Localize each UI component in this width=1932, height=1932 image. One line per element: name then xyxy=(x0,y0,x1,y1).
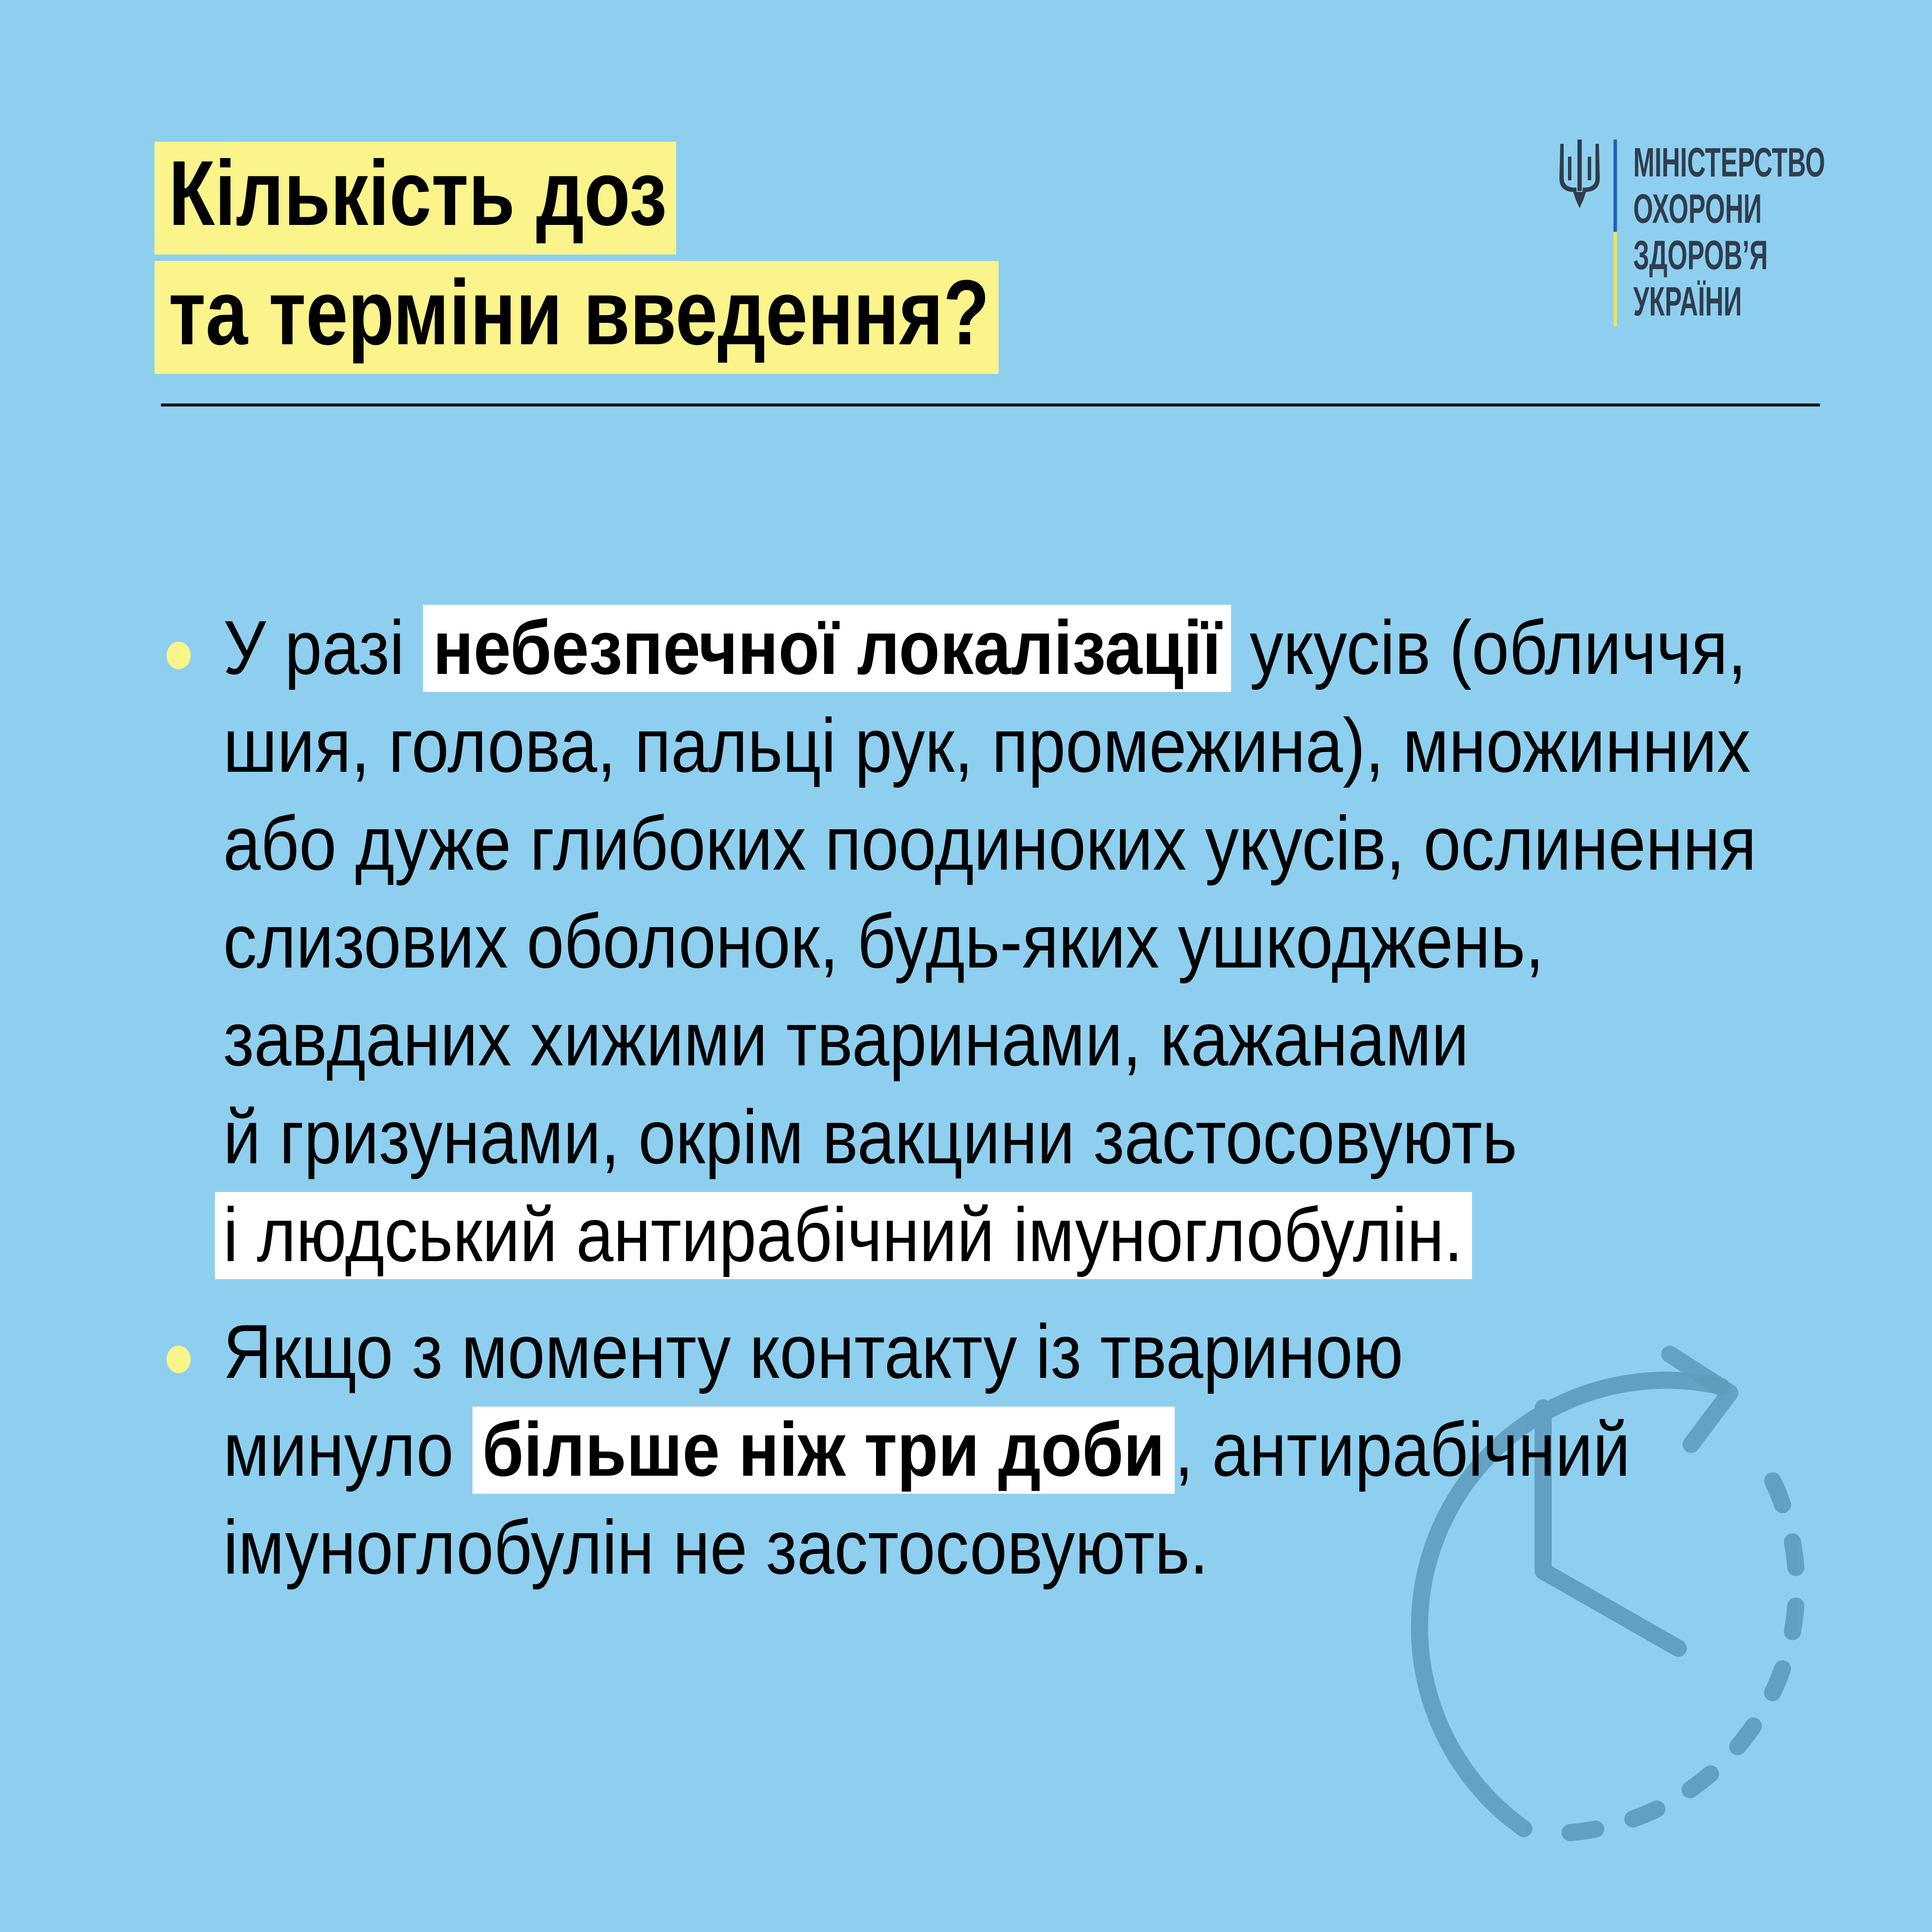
logo-text-line-4: УКРАЇНИ xyxy=(1633,279,1742,325)
highlight-immunoglobulin: і людський антирабічний імуноглобулін. xyxy=(215,1192,1472,1279)
logo-text-line-1: МІНІСТЕРСТВО xyxy=(1633,140,1826,185)
title-highlight-1: Кількість доз xyxy=(155,142,676,255)
text-segment: , антирабічний xyxy=(1174,1407,1631,1492)
bullet1-line-7 xyxy=(223,1186,1659,1284)
logo-text-line-2: ОХОРОНИ xyxy=(1633,186,1762,232)
clock-arrowhead xyxy=(1670,1354,1730,1444)
body-content xyxy=(223,599,1756,1603)
text-segment: укусів (обличчя, xyxy=(1231,605,1747,690)
list-item-1 xyxy=(223,599,1756,1284)
trident-emblem-icon xyxy=(1556,140,1603,208)
highlight-three-days: більше ніж три доби xyxy=(472,1407,1174,1494)
ministry-logo xyxy=(1556,140,1848,328)
logo-text xyxy=(1633,140,1825,325)
list-item-2 xyxy=(223,1303,1659,1596)
bullet1-line-2: шия, голова, пальці рук, промежина), множинних xyxy=(223,703,1751,788)
highlight-dangerous-location: небезпечної локалізації xyxy=(423,605,1231,692)
text-segment: У разі xyxy=(223,605,423,690)
page-title xyxy=(155,142,998,380)
bullet1-line-3: або дуже глибоких поодиноких укусів, ослинення xyxy=(223,801,1756,886)
title-highlight-2: та терміни введення? xyxy=(155,261,998,374)
bullet-dot xyxy=(167,642,191,669)
logo-text-line-3: ЗДОРОВ’Я xyxy=(1633,232,1768,278)
title-line-1 xyxy=(155,142,998,261)
title-line-2 xyxy=(155,261,998,380)
bullet2-line-3: імуноглобулін не застосовують. xyxy=(223,1504,1209,1590)
bullet1-line-6: й гризунами, окрім вакцини застосовують xyxy=(223,1094,1517,1180)
title-divider xyxy=(161,403,1820,406)
bullet2-line-2 xyxy=(223,1401,1659,1498)
bullet1-line-4: слизових оболонок, будь-яких ушкоджень, xyxy=(223,898,1544,984)
bullet1-line-1 xyxy=(223,599,1747,697)
bullet1-line-5: завданих хижими тваринами, кажанами xyxy=(223,996,1469,1082)
bullet-dot xyxy=(167,1346,191,1373)
logo-yellow-bar xyxy=(1614,232,1617,326)
text-segment: минуло xyxy=(223,1407,473,1492)
bullet2-line-1: Якщо з моменту контакту із твариною xyxy=(223,1309,1404,1394)
logo-blue-bar xyxy=(1614,140,1617,232)
